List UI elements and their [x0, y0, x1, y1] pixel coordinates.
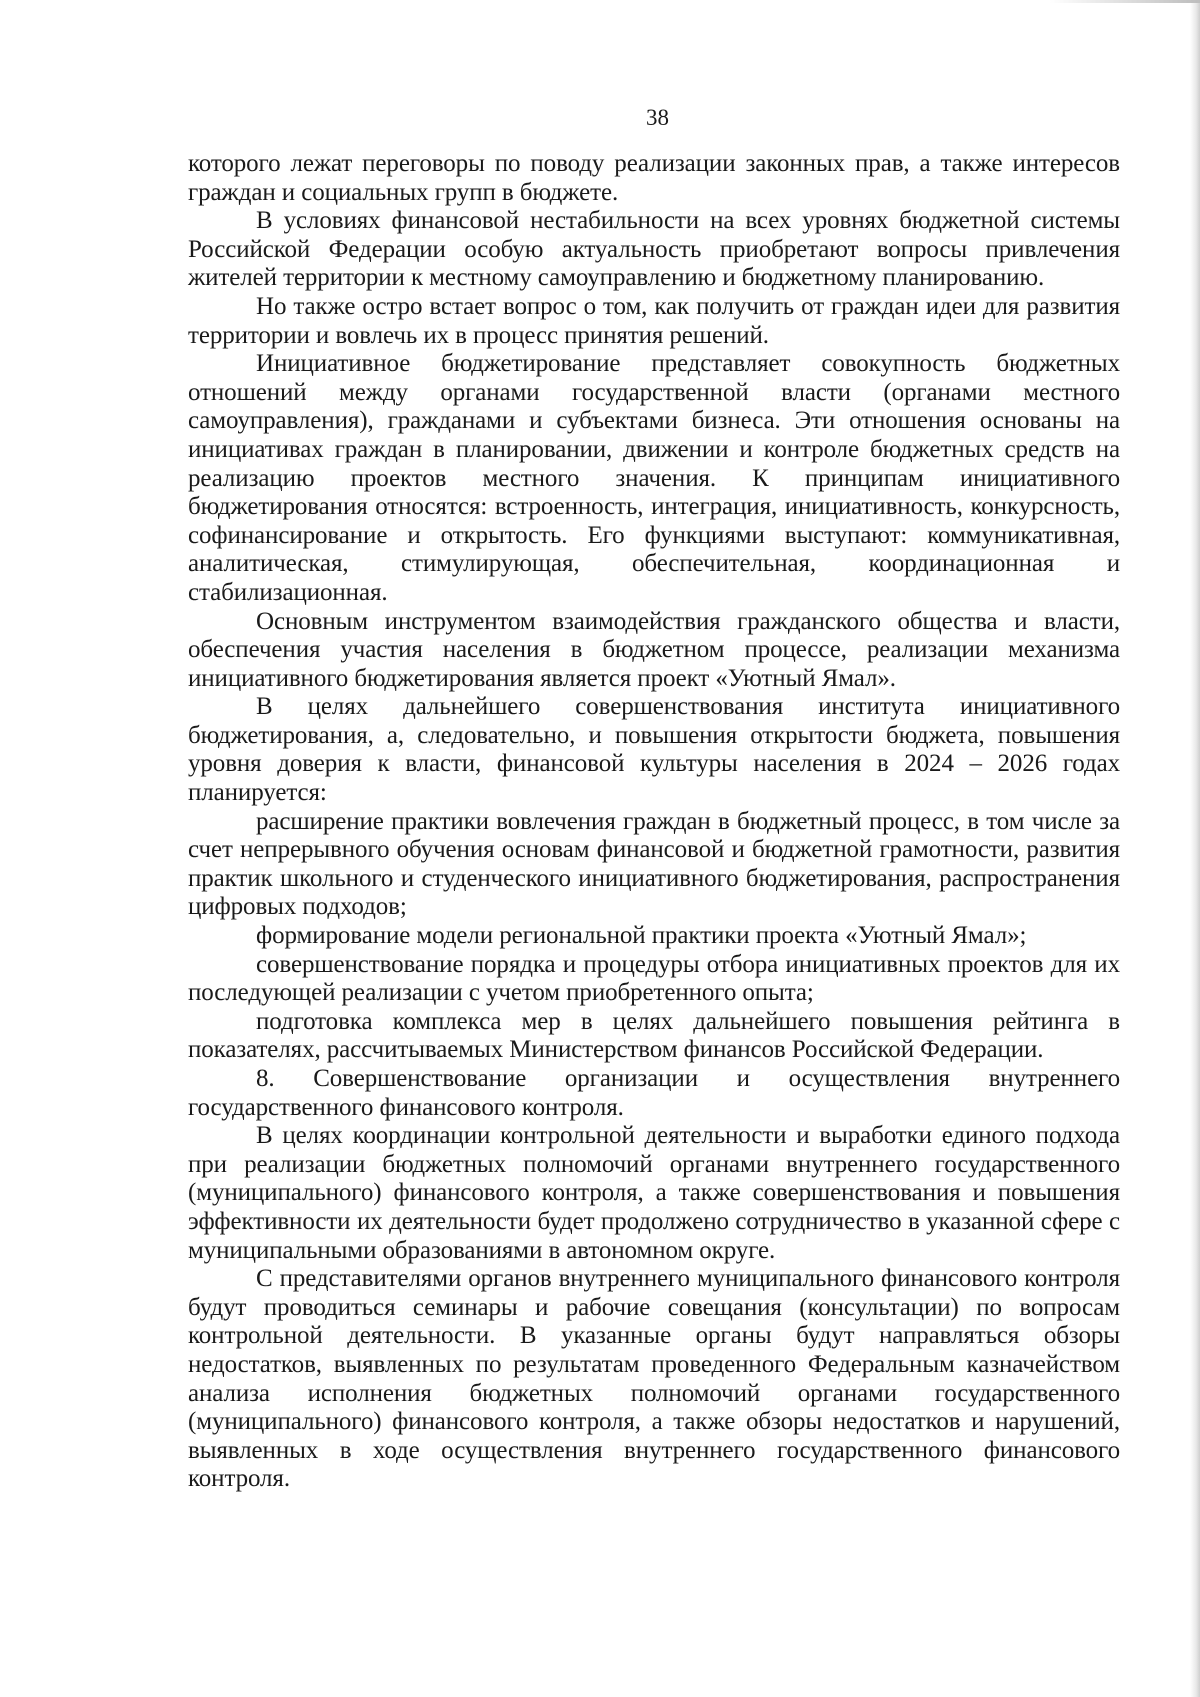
paragraph: В целях координации контрольной деятельности и выработки единого подхода при реализации бюджетных полномочий органами внутреннего государственного (муниципального) финансового контроля, а также совершенствования и повышения эффективности их деятельности будет продолжено сотрудничество в указанной сфере с муниципальными образованиями в автономном округе. — [188, 1122, 1120, 1264]
body-text — [188, 150, 1120, 1494]
paragraph: В целях дальнейшего совершенствования института инициативного бюджетирования, а, следовательно, и повышения открытости бюджета, повышения уровня доверия к власти, финансовой культуры населения в 2024 – 2026 годах планируется: — [188, 693, 1120, 807]
page-edge-shadow — [1190, 0, 1200, 1697]
paragraph: Основным инструментом взаимодействия гражданского общества и власти, обеспечения участия населения в бюджетном процессе, реализации механизма инициативного бюджетирования является проект «Уютный Ямал». — [188, 607, 1120, 692]
paragraph: С представителями органов внутреннего муниципального финансового контроля будут проводиться семинары и рабочие совещания (консультации) по вопросам контрольной деятельности. В указанные органы будут направляться обзоры недостатков, выявленных по результатам проведенного Федеральным казначейством анализа исполнения бюджетных полномочий органами государственного (муниципального) финансового контроля, а также обзоры недостатков и нарушений, выявленных в ходе осуществления внутреннего государственного финансового контроля. — [188, 1265, 1120, 1493]
paragraph: Но также остро встает вопрос о том, как получить от граждан идеи для развития территории и вовлечь их в процесс принятия решений. — [188, 292, 1120, 349]
paragraph-continuation: которого лежат переговоры по поводу реализации законных прав, а также интересов граждан и социальных групп в бюджете. — [188, 150, 1120, 206]
list-item: совершенствование порядка и процедуры отбора инициативных проектов для их последующей реализации с учетом приобретенного опыта; — [188, 950, 1120, 1007]
list-item: формирование модели региональной практики проекта «Уютный Ямал»; — [256, 922, 1027, 950]
list-item: подготовка комплекса мер в целях дальнейшего повышения рейтинга в показателях, рассчитываемых Министерством финансов Российской Федерации. — [188, 1007, 1120, 1064]
paragraph: В условиях финансовой нестабильности на всех уровнях бюджетной системы Российской Федерации особую актуальность приобретают вопросы привлечения жителей территории к местному самоуправлению и бюджетному планированию. — [188, 207, 1120, 292]
page-top-edge-shadow — [1050, 0, 1200, 3]
list-item: расширение практики вовлечения граждан в бюджетный процесс, в том числе за счет непрерывного обучения основам финансовой и бюджетной грамотности, развития практик школьного и студенческого инициативного бюджетирования, распространения цифровых подходов; — [188, 807, 1120, 921]
paragraph: Инициативное бюджетирование представляет совокупность бюджетных отношений между органами государственной власти (органами местного самоуправления), гражданами и субъектами бизнеса. Эти отношения основаны на инициативах граждан в планировании, движении и контроле бюджетных средств на реализацию проектов местного значения. К принципам инициативного бюджетирования относятся: встроенность, интеграция, инициативность, конкурсность, софинансирование и открытость. Его функциями выступают: коммуникативная, аналитическая, стимулирующая, обеспечительная, координационная и стабилизационная. — [188, 350, 1120, 606]
page-number: 38 — [646, 105, 669, 130]
section-heading: 8. Совершенствование организации и осуществления внутреннего государственного финансового контроля. — [188, 1065, 1120, 1121]
